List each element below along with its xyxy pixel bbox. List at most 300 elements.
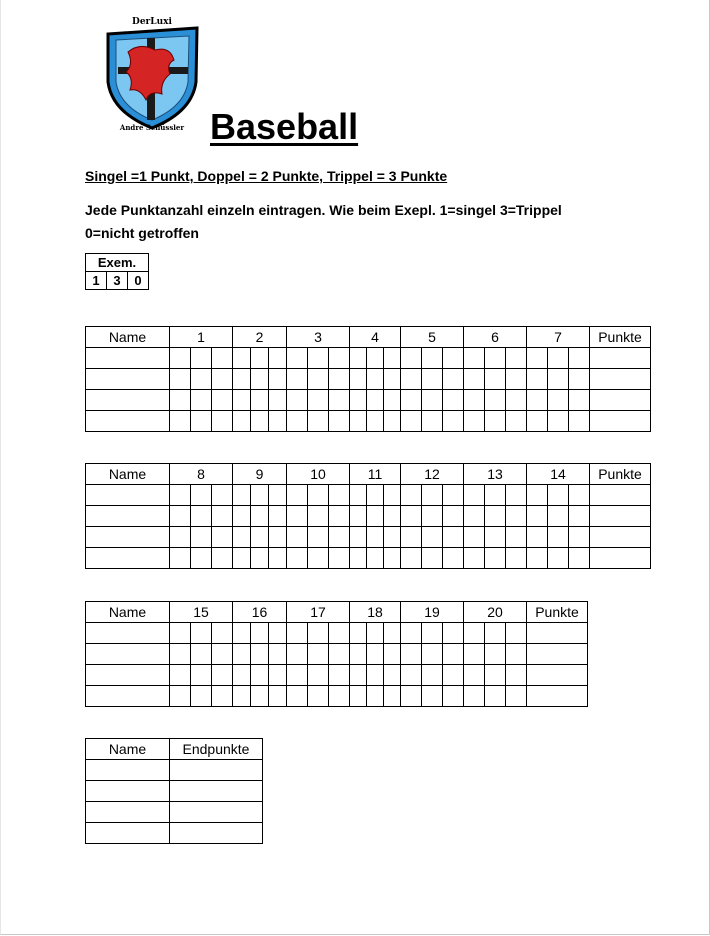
name-cell[interactable] [86,390,170,411]
score-cell[interactable] [287,411,308,432]
score-cell[interactable] [464,390,485,411]
score-cell[interactable] [506,644,527,665]
score-cell[interactable] [287,686,308,707]
score-cell[interactable] [422,686,443,707]
score-cell[interactable] [287,390,308,411]
final-points-cell[interactable] [170,760,263,781]
score-cell[interactable] [308,665,329,686]
score-cell[interactable] [548,506,569,527]
score-cell[interactable] [485,390,506,411]
score-cell[interactable] [367,411,384,432]
score-cell[interactable] [422,390,443,411]
player-row [86,485,651,506]
score-cell[interactable] [251,390,269,411]
score-cell[interactable] [443,623,464,644]
score-cell[interactable] [287,527,308,548]
score-cell[interactable] [212,390,233,411]
score-cell[interactable] [367,369,384,390]
page-title: Baseball [210,106,359,147]
score-cell[interactable] [443,348,464,369]
score-cell[interactable] [233,527,251,548]
score-cell[interactable] [350,369,367,390]
score-cell[interactable] [367,506,384,527]
score-cell[interactable] [569,369,590,390]
score-cell[interactable] [367,623,384,644]
score-cell[interactable] [443,369,464,390]
score-cell[interactable] [329,548,350,569]
score-cell[interactable] [308,390,329,411]
inning-header: 9 [233,464,287,485]
score-cell[interactable] [443,411,464,432]
score-cell[interactable] [569,411,590,432]
score-cell[interactable] [308,506,329,527]
score-cell[interactable] [191,485,212,506]
name-cell[interactable] [86,548,170,569]
score-cell[interactable] [464,665,485,686]
inning-header: 5 [401,327,464,348]
score-cell[interactable] [506,485,527,506]
final-points-cell[interactable] [170,802,263,823]
score-cell[interactable] [170,527,191,548]
final-name-cell[interactable] [86,781,170,802]
score-cell[interactable] [401,348,422,369]
score-cell[interactable] [527,527,548,548]
score-cell[interactable] [464,369,485,390]
score-cell[interactable] [422,348,443,369]
score-cell[interactable] [367,485,384,506]
score-cell[interactable] [350,506,367,527]
score-cell[interactable] [251,348,269,369]
score-cell[interactable] [548,348,569,369]
score-cell[interactable] [548,390,569,411]
points-cell[interactable] [590,527,651,548]
score-cell[interactable] [384,686,401,707]
score-cell[interactable] [367,644,384,665]
score-cell[interactable] [350,686,367,707]
score-cell[interactable] [384,548,401,569]
score-cell[interactable] [485,665,506,686]
score-cell[interactable] [350,623,367,644]
score-cell[interactable] [170,390,191,411]
score-cell[interactable] [191,506,212,527]
score-cell[interactable] [212,623,233,644]
score-cell[interactable] [506,369,527,390]
score-cell[interactable] [233,686,251,707]
score-cell[interactable] [212,686,233,707]
name-cell[interactable] [86,623,170,644]
name-cell[interactable] [86,686,170,707]
score-cell[interactable] [287,506,308,527]
score-cell[interactable] [269,411,287,432]
score-cell[interactable] [422,485,443,506]
score-cell[interactable] [367,686,384,707]
points-cell[interactable] [527,686,588,707]
score-cell[interactable] [527,390,548,411]
points-cell[interactable] [590,390,651,411]
inning-header: 4 [350,327,401,348]
score-cell[interactable] [287,644,308,665]
score-cell[interactable] [308,348,329,369]
score-cell[interactable] [464,644,485,665]
points-cell[interactable] [590,506,651,527]
score-cell[interactable] [506,506,527,527]
score-cell[interactable] [367,348,384,369]
player-row [86,623,588,644]
score-cell[interactable] [287,623,308,644]
points-cell[interactable] [590,369,651,390]
score-cell[interactable] [548,369,569,390]
score-cell[interactable] [384,506,401,527]
score-cell[interactable] [464,506,485,527]
score-cell[interactable] [191,623,212,644]
score-cell[interactable] [308,644,329,665]
score-cell[interactable] [422,665,443,686]
score-cell[interactable] [485,686,506,707]
score-cell[interactable] [506,527,527,548]
score-cell[interactable] [485,644,506,665]
score-cell[interactable] [329,411,350,432]
final-points-cell[interactable] [170,781,263,802]
score-cell[interactable] [569,390,590,411]
score-cell[interactable] [485,548,506,569]
score-cell[interactable] [212,485,233,506]
score-cell[interactable] [485,485,506,506]
score-cell[interactable] [269,548,287,569]
score-cell[interactable] [401,686,422,707]
score-cell[interactable] [527,348,548,369]
score-cell[interactable] [548,485,569,506]
score-cell[interactable] [233,348,251,369]
player-row [86,527,651,548]
score-cell[interactable] [170,665,191,686]
score-cell[interactable] [401,390,422,411]
score-cell[interactable] [269,644,287,665]
score-cell[interactable] [506,348,527,369]
score-cell[interactable] [548,411,569,432]
score-cell[interactable] [464,623,485,644]
score-cell[interactable] [569,548,590,569]
score-cell[interactable] [506,665,527,686]
points-cell[interactable] [590,548,651,569]
name-cell[interactable] [86,527,170,548]
score-cell[interactable] [384,623,401,644]
final-points-cell[interactable] [170,823,263,844]
score-cell[interactable] [401,506,422,527]
score-cell[interactable] [212,644,233,665]
score-cell[interactable] [212,665,233,686]
score-cell[interactable] [329,644,350,665]
score-cell[interactable] [233,665,251,686]
name-cell[interactable] [86,665,170,686]
score-cell[interactable] [569,506,590,527]
score-cell[interactable] [329,623,350,644]
name-cell[interactable] [86,348,170,369]
score-cell[interactable] [485,411,506,432]
score-cell[interactable] [443,390,464,411]
score-cell[interactable] [485,527,506,548]
score-cell[interactable] [191,527,212,548]
score-cell[interactable] [506,623,527,644]
score-cell[interactable] [443,527,464,548]
score-cell[interactable] [233,390,251,411]
inning-header: 10 [287,464,350,485]
score-cell[interactable] [422,506,443,527]
score-cell[interactable] [308,548,329,569]
score-cell[interactable] [569,527,590,548]
score-cell[interactable] [384,411,401,432]
score-cell[interactable] [548,527,569,548]
score-cell[interactable] [443,644,464,665]
score-cell[interactable] [308,686,329,707]
score-cell[interactable] [269,390,287,411]
score-cell[interactable] [287,665,308,686]
score-cell[interactable] [287,485,308,506]
score-cell[interactable] [233,548,251,569]
score-cell[interactable] [329,686,350,707]
score-cell[interactable] [367,548,384,569]
score-cell[interactable] [350,411,367,432]
points-header: Punkte [590,464,651,485]
score-cell[interactable] [401,548,422,569]
score-cell[interactable] [170,686,191,707]
score-cell[interactable] [212,548,233,569]
score-cell[interactable] [384,527,401,548]
score-cell[interactable] [170,369,191,390]
final-name-cell[interactable] [86,760,170,781]
name-header: Name [86,327,170,348]
score-cell[interactable] [422,411,443,432]
score-cell[interactable] [464,548,485,569]
score-cell[interactable] [506,390,527,411]
score-cell[interactable] [464,411,485,432]
final-name-cell[interactable] [86,802,170,823]
score-cell[interactable] [233,644,251,665]
score-cell[interactable] [251,411,269,432]
name-cell[interactable] [86,411,170,432]
score-cell[interactable] [287,369,308,390]
points-cell[interactable] [590,348,651,369]
score-cell[interactable] [384,665,401,686]
score-cell[interactable] [233,623,251,644]
score-cell[interactable] [308,527,329,548]
score-cell[interactable] [350,485,367,506]
score-cell[interactable] [384,390,401,411]
score-cell[interactable] [233,369,251,390]
score-cell[interactable] [350,527,367,548]
score-cell[interactable] [569,485,590,506]
score-cell[interactable] [308,623,329,644]
inning-header: 7 [527,327,590,348]
score-cell[interactable] [350,348,367,369]
score-cell[interactable] [212,348,233,369]
score-cell[interactable] [191,390,212,411]
points-cell[interactable] [527,644,588,665]
score-cell[interactable] [422,527,443,548]
score-cell[interactable] [212,369,233,390]
player-row [86,665,588,686]
score-cell[interactable] [464,348,485,369]
player-row [86,548,651,569]
score-cell[interactable] [251,623,269,644]
score-cell[interactable] [384,369,401,390]
score-cell[interactable] [233,411,251,432]
score-cell[interactable] [212,411,233,432]
score-cell[interactable] [401,644,422,665]
score-cell[interactable] [269,369,287,390]
score-cell[interactable] [422,623,443,644]
score-cell[interactable] [191,686,212,707]
score-cell[interactable] [251,548,269,569]
score-cell[interactable] [269,623,287,644]
score-cell[interactable] [422,548,443,569]
name-cell[interactable] [86,644,170,665]
score-cell[interactable] [251,665,269,686]
score-cell[interactable] [191,548,212,569]
score-cell[interactable] [251,686,269,707]
score-cell[interactable] [485,369,506,390]
score-cell[interactable] [350,665,367,686]
score-cell[interactable] [506,686,527,707]
score-cell[interactable] [527,548,548,569]
score-cell[interactable] [308,485,329,506]
final-points-header: Endpunkte [170,739,263,760]
score-cell[interactable] [170,411,191,432]
score-cell[interactable] [485,348,506,369]
score-cell[interactable] [443,665,464,686]
score-cell[interactable] [308,369,329,390]
score-cell[interactable] [401,623,422,644]
player-row [86,411,651,432]
score-cell[interactable] [308,411,329,432]
points-header: Punkte [527,602,588,623]
score-cell[interactable] [170,485,191,506]
score-cell[interactable] [287,548,308,569]
score-cell[interactable] [191,369,212,390]
final-row [86,802,263,823]
score-cell[interactable] [329,390,350,411]
score-cell[interactable] [329,665,350,686]
score-cell[interactable] [350,390,367,411]
score-cell[interactable] [443,548,464,569]
score-cell[interactable] [269,665,287,686]
score-cell[interactable] [527,485,548,506]
score-cell[interactable] [464,686,485,707]
name-cell[interactable] [86,485,170,506]
name-cell[interactable] [86,506,170,527]
final-row [86,823,263,844]
score-cell[interactable] [191,665,212,686]
inning-header: 2 [233,327,287,348]
score-cell[interactable] [422,644,443,665]
score-cell[interactable] [548,548,569,569]
name-cell[interactable] [86,369,170,390]
inning-header: 19 [401,602,464,623]
score-cell[interactable] [233,485,251,506]
score-cell[interactable] [401,527,422,548]
scoring-rule: Singel =1 Punkt, Doppel = 2 Punkte, Trippel = 3 Punkte [85,168,448,184]
inning-header: 14 [527,464,590,485]
score-cell[interactable] [569,348,590,369]
points-cell[interactable] [590,411,651,432]
score-cell[interactable] [485,623,506,644]
inning-header: 15 [170,602,233,623]
score-cell[interactable] [443,686,464,707]
score-cell[interactable] [170,506,191,527]
score-cell[interactable] [384,348,401,369]
score-cell[interactable] [401,485,422,506]
score-cell[interactable] [170,548,191,569]
score-cell[interactable] [464,527,485,548]
score-cell[interactable] [367,390,384,411]
score-cell[interactable] [443,485,464,506]
score-cell[interactable] [329,485,350,506]
score-cell[interactable] [506,411,527,432]
score-cell[interactable] [401,665,422,686]
points-cell[interactable] [527,623,588,644]
score-cell[interactable] [233,506,251,527]
final-name-cell[interactable] [86,823,170,844]
score-cell[interactable] [269,527,287,548]
score-cell[interactable] [251,506,269,527]
score-cell[interactable] [506,548,527,569]
score-cell[interactable] [212,506,233,527]
points-cell[interactable] [590,485,651,506]
score-cell[interactable] [212,527,233,548]
points-cell[interactable] [527,665,588,686]
score-cell[interactable] [329,506,350,527]
score-cell[interactable] [269,485,287,506]
score-cell[interactable] [350,644,367,665]
score-cell[interactable] [367,665,384,686]
score-cell[interactable] [191,411,212,432]
score-cell[interactable] [422,369,443,390]
score-cell[interactable] [367,527,384,548]
score-cell[interactable] [191,644,212,665]
score-cell[interactable] [401,369,422,390]
score-cell[interactable] [251,369,269,390]
score-cell[interactable] [401,411,422,432]
score-cell[interactable] [269,348,287,369]
score-table-1 [85,326,651,432]
score-cell[interactable] [329,369,350,390]
score-cell[interactable] [170,623,191,644]
score-cell[interactable] [329,527,350,548]
score-cell[interactable] [485,506,506,527]
score-cell[interactable] [191,348,212,369]
score-cell[interactable] [443,506,464,527]
score-cell[interactable] [527,411,548,432]
score-cell[interactable] [384,644,401,665]
score-cell[interactable] [269,506,287,527]
score-cell[interactable] [251,644,269,665]
score-cell[interactable] [350,548,367,569]
score-cell[interactable] [269,686,287,707]
score-cell[interactable] [329,348,350,369]
score-cell[interactable] [170,348,191,369]
score-cell[interactable] [170,644,191,665]
score-cell[interactable] [527,369,548,390]
name-header: Name [86,464,170,485]
score-cell[interactable] [527,506,548,527]
score-table-3 [85,601,588,707]
score-cell[interactable] [287,348,308,369]
logo-top-text: DerLuxi [132,17,172,27]
inning-header: 13 [464,464,527,485]
score-cell[interactable] [251,485,269,506]
score-cell[interactable] [251,527,269,548]
score-cell[interactable] [384,485,401,506]
score-cell[interactable] [464,485,485,506]
